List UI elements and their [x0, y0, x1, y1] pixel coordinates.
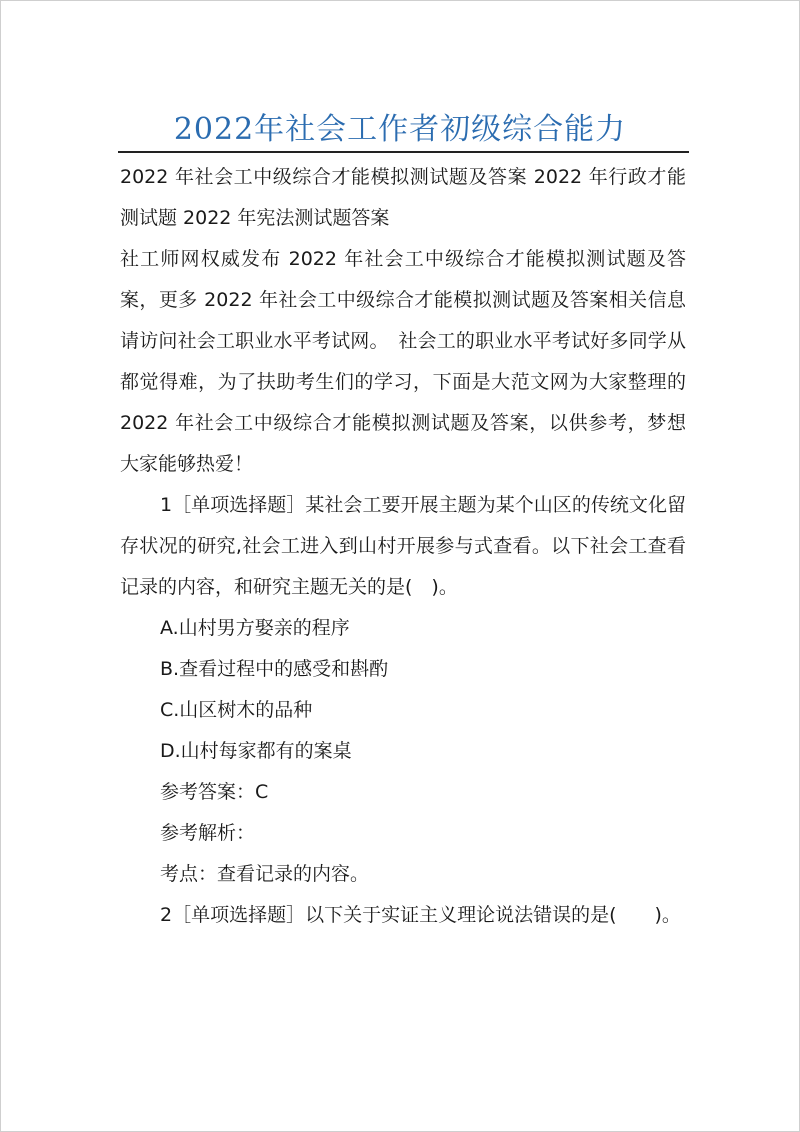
question-1-option-c: C.山区树木的品种 [160, 699, 313, 721]
document-title: 2022年社会工作者初级综合能力 [173, 112, 627, 147]
intro-paragraph: 社工师网权威发布 2022 年社会工中级综合才能模拟测试题及答案，更多 2022 年社会工中级综合才能模拟测试题及答案相关信息请访问社会工职业水平考试网。 社会工的职业水平考试好多同学从都觉得难，为了扶助考生们的学习，下面是大范文网为大家整理的 2022 年社会工中级综合才能模拟测试题及答案，以供参考，梦想大家能够热爱！ [120, 248, 686, 475]
intro-line: 2022 年社会工中级综合才能模拟测试题及答案 2022 年行政才能测试题 2022 年宪法测试题答案 [120, 166, 686, 229]
question-1-option-a: A.山村男方娶亲的程序 [160, 617, 350, 639]
question-1-option-b: B.查看过程中的感受和斟酌 [160, 658, 389, 680]
question-1-analysis: 考点：查看记录的内容。 [160, 863, 370, 885]
document-body [120, 157, 686, 936]
question-1-option-d: D.山村每家都有的案桌 [160, 740, 352, 762]
question-1-analysis-label: 参考解析： [160, 822, 256, 844]
question-1-answer: 参考答案：C [160, 781, 269, 803]
question-1-text: 1［单项选择题］某社会工要开展主题为某个山区的传统文化留存状况的研究,社会工进入到山村开展参与式查看。以下社会工查看记录的内容，和研究主题无关的是( )。 [120, 494, 686, 598]
title-divider [118, 151, 689, 153]
question-2-text: 2［单项选择题］以下关于实证主义理论说法错误的是( )。 [160, 904, 681, 926]
